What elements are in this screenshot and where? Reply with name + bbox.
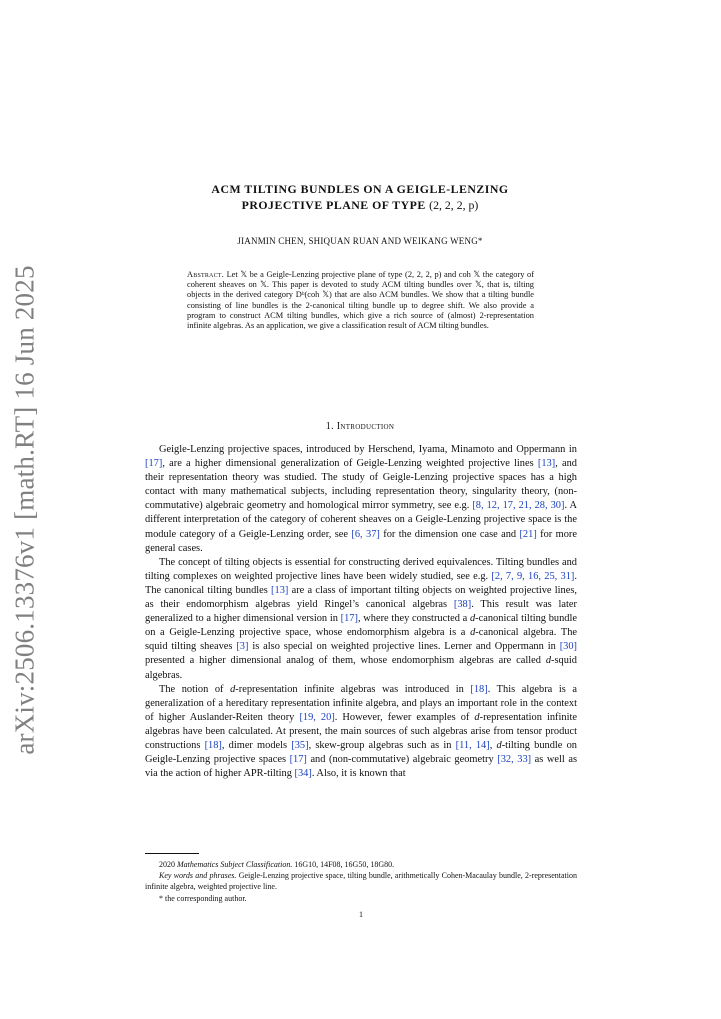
text-run: , skew-group algebras such as in [308,739,456,751]
body-paragraph [145,556,577,683]
text-run: -representation infinite algebras have been calculated. At present, the main sources of such algebras arise from tensor product constructions [145,711,577,751]
text-run: , and their representation theory was studied. The study of Geigle-Lenzing projective spaces has a high contact with many mathematical subjects, including representation theory, singularity theory, (non-commutative) algebraic geometry and homological mirror symmetry, see e.g. [145,458,578,512]
text-run: . This algebra is a generalization of a hereditary representation infinite algebra, and plays an important role in the context of higher Auslander-Reiten theory [145,683,577,723]
citation-link[interactable]: [32, 33] [497,754,532,766]
italic-text: d [230,683,236,695]
text-run: is also special on weighted projective lines. Lerner and Oppermann in [248,641,560,653]
citation-link[interactable]: [13] [537,458,556,470]
text-run: , dimer models [221,739,292,751]
abstract [187,270,534,331]
text-run: Geigle-Lenzing projective spaces, introduced by Herschend, Iyama, Minamoto and Oppermann in [159,444,577,455]
citation-link[interactable]: [21] [519,528,537,540]
title-line-1: ACM TILTING BUNDLES ON A GEIGLE-LENZING [211,182,509,196]
text-run: -squid algebras. [145,655,577,681]
citation-link[interactable]: [38] [453,599,472,611]
text-run: . The canonical tilting bundles [145,570,577,596]
italic-text: d [496,739,502,751]
text-run: as well as via the action of higher APR-tilting [145,754,578,780]
text-run: . A different interpretation of the category of coherent sheaves on a Geigle-Lenzing projective space is the module category of a Geigle-Lenzing order, see [145,500,577,540]
text-run: * the corresponding author. [159,893,247,903]
arxiv-identifier-stamp [0,265,50,755]
title-line-2 [145,197,575,213]
italic-text: d [469,613,476,625]
citation-link[interactable]: [17] [340,613,358,625]
section-number: 1. [325,421,334,432]
citation-link[interactable]: [19, 20] [299,711,335,723]
footnote-divider [145,853,199,854]
abstract-text: Let 𝕏 be a Geigle-Lenzing projective plane of type (2, 2, 2, p) and coh 𝕏 the category of coherent sheaves on 𝕏. This paper is devoted to study ACM tilting bundles over 𝕏, that is, tilting objects in the derived category Dᵇ(coh 𝕏) that are also ACM bundles. We show that a tilting bundle consisting of line bundles is the 2-canonical tilting bundle up to degree shift. We also provide a program to construct ACM tilting bundles, which give a rich source of (almost) 2-representation infinite algebras. As an application, we give a classification result of ACM tilting bundles. [187,270,534,331]
citation-link[interactable]: [11, 14] [455,739,490,751]
italic-text: d [470,627,476,639]
text-run: . Also, it is known that [311,768,406,780]
footnote [145,870,577,892]
italic-text: d [545,655,552,667]
text-run: Geigle-Lenzing projective space, tilting bundle, arithmetically Cohen-Macaulay bundle, 2-representation infinite algebra, weighted projective line. [145,871,577,892]
footnotes [145,859,577,904]
citation-link[interactable]: [13] [271,584,289,596]
body-paragraph [145,443,577,556]
text-run: are a class of important tilting objects on weighted projective lines, as their endomorphism algebras yield Ringel’s canonical algebras [145,584,577,611]
arxiv-identifier-text: arXiv:2506.13376v1 [math.RT] 16 Jun 2025 [9,265,40,755]
abstract-label: Abstract. [187,270,224,279]
text-run: -canonical algebra. The squid tilting sheaves [145,627,577,653]
text-run: The notion of [159,683,231,695]
title-type-tuple: (2, 2, 2, p) [429,198,479,212]
body-text [145,443,577,781]
citation-link[interactable]: [17] [289,754,307,766]
text-run: 16G10, 14F08, 16G50, 18G80. [292,860,395,869]
citation-link[interactable]: [30] [559,641,577,653]
text-run: for more general cases. [145,528,577,554]
citation-link[interactable]: [18] [204,739,222,751]
text-run: . However, fewer examples of [334,711,475,723]
page-number: 1 [359,910,363,919]
footnote [145,893,577,904]
citation-link[interactable]: [17] [145,458,163,470]
text-run: 2020 [159,860,177,869]
text-run: , where they constructed a [357,613,470,625]
text-run: . This result was later generalized to a higher dimensional version in [145,599,577,625]
citation-link[interactable]: [3] [236,641,249,653]
citation-link[interactable]: [2, 7, 9, 16, 25, 31] [491,570,575,582]
citation-link[interactable]: [6, 37] [351,528,380,540]
author-list: JIANMIN CHEN, SHIQUAN RUAN AND WEIKANG WENG* [237,236,483,246]
text-run: and (non-commutative) algebraic geometry [306,754,498,766]
text-run: , [489,739,497,751]
text-run: for the dimension one case and [379,528,520,540]
section-heading [145,421,575,432]
text-run: -canonical tilting bundle on a Geigle-Lenzing projective space, whose endomorphism algebra is a [145,613,577,639]
paper-title [145,181,575,213]
citation-link[interactable]: [34] [294,768,312,780]
italic-text: Key words and phrases. [159,871,237,881]
text-run: -tilting bundle on Geigle-Lenzing projective spaces [145,739,577,766]
citation-link[interactable]: [35] [291,739,309,751]
italic-text: Mathematics Subject Classification. [177,860,293,869]
title-line-2-text: PROJECTIVE PLANE OF TYPE [241,198,426,212]
body-paragraph [145,683,577,782]
text-run: presented a higher dimensional analog of them, whose endomorphism algebras are called [145,655,546,667]
citation-link[interactable]: [18] [470,683,488,695]
text-run: The concept of tilting objects is essential for constructing derived equivalences. Tilting bundles and tilting complexes on weighted projective lines have been widely studied, see e.g. [145,556,577,582]
text-run: -representation infinite algebras was introduced in [235,683,471,695]
italic-text: d [474,711,480,723]
section-title: Introduction [336,421,395,432]
text-run: , are a higher dimensional generalization of Geigle-Lenzing weighted projective lines [162,458,538,470]
footnote [145,859,577,870]
citation-link[interactable]: [8, 12, 17, 21, 28, 30] [472,500,565,512]
